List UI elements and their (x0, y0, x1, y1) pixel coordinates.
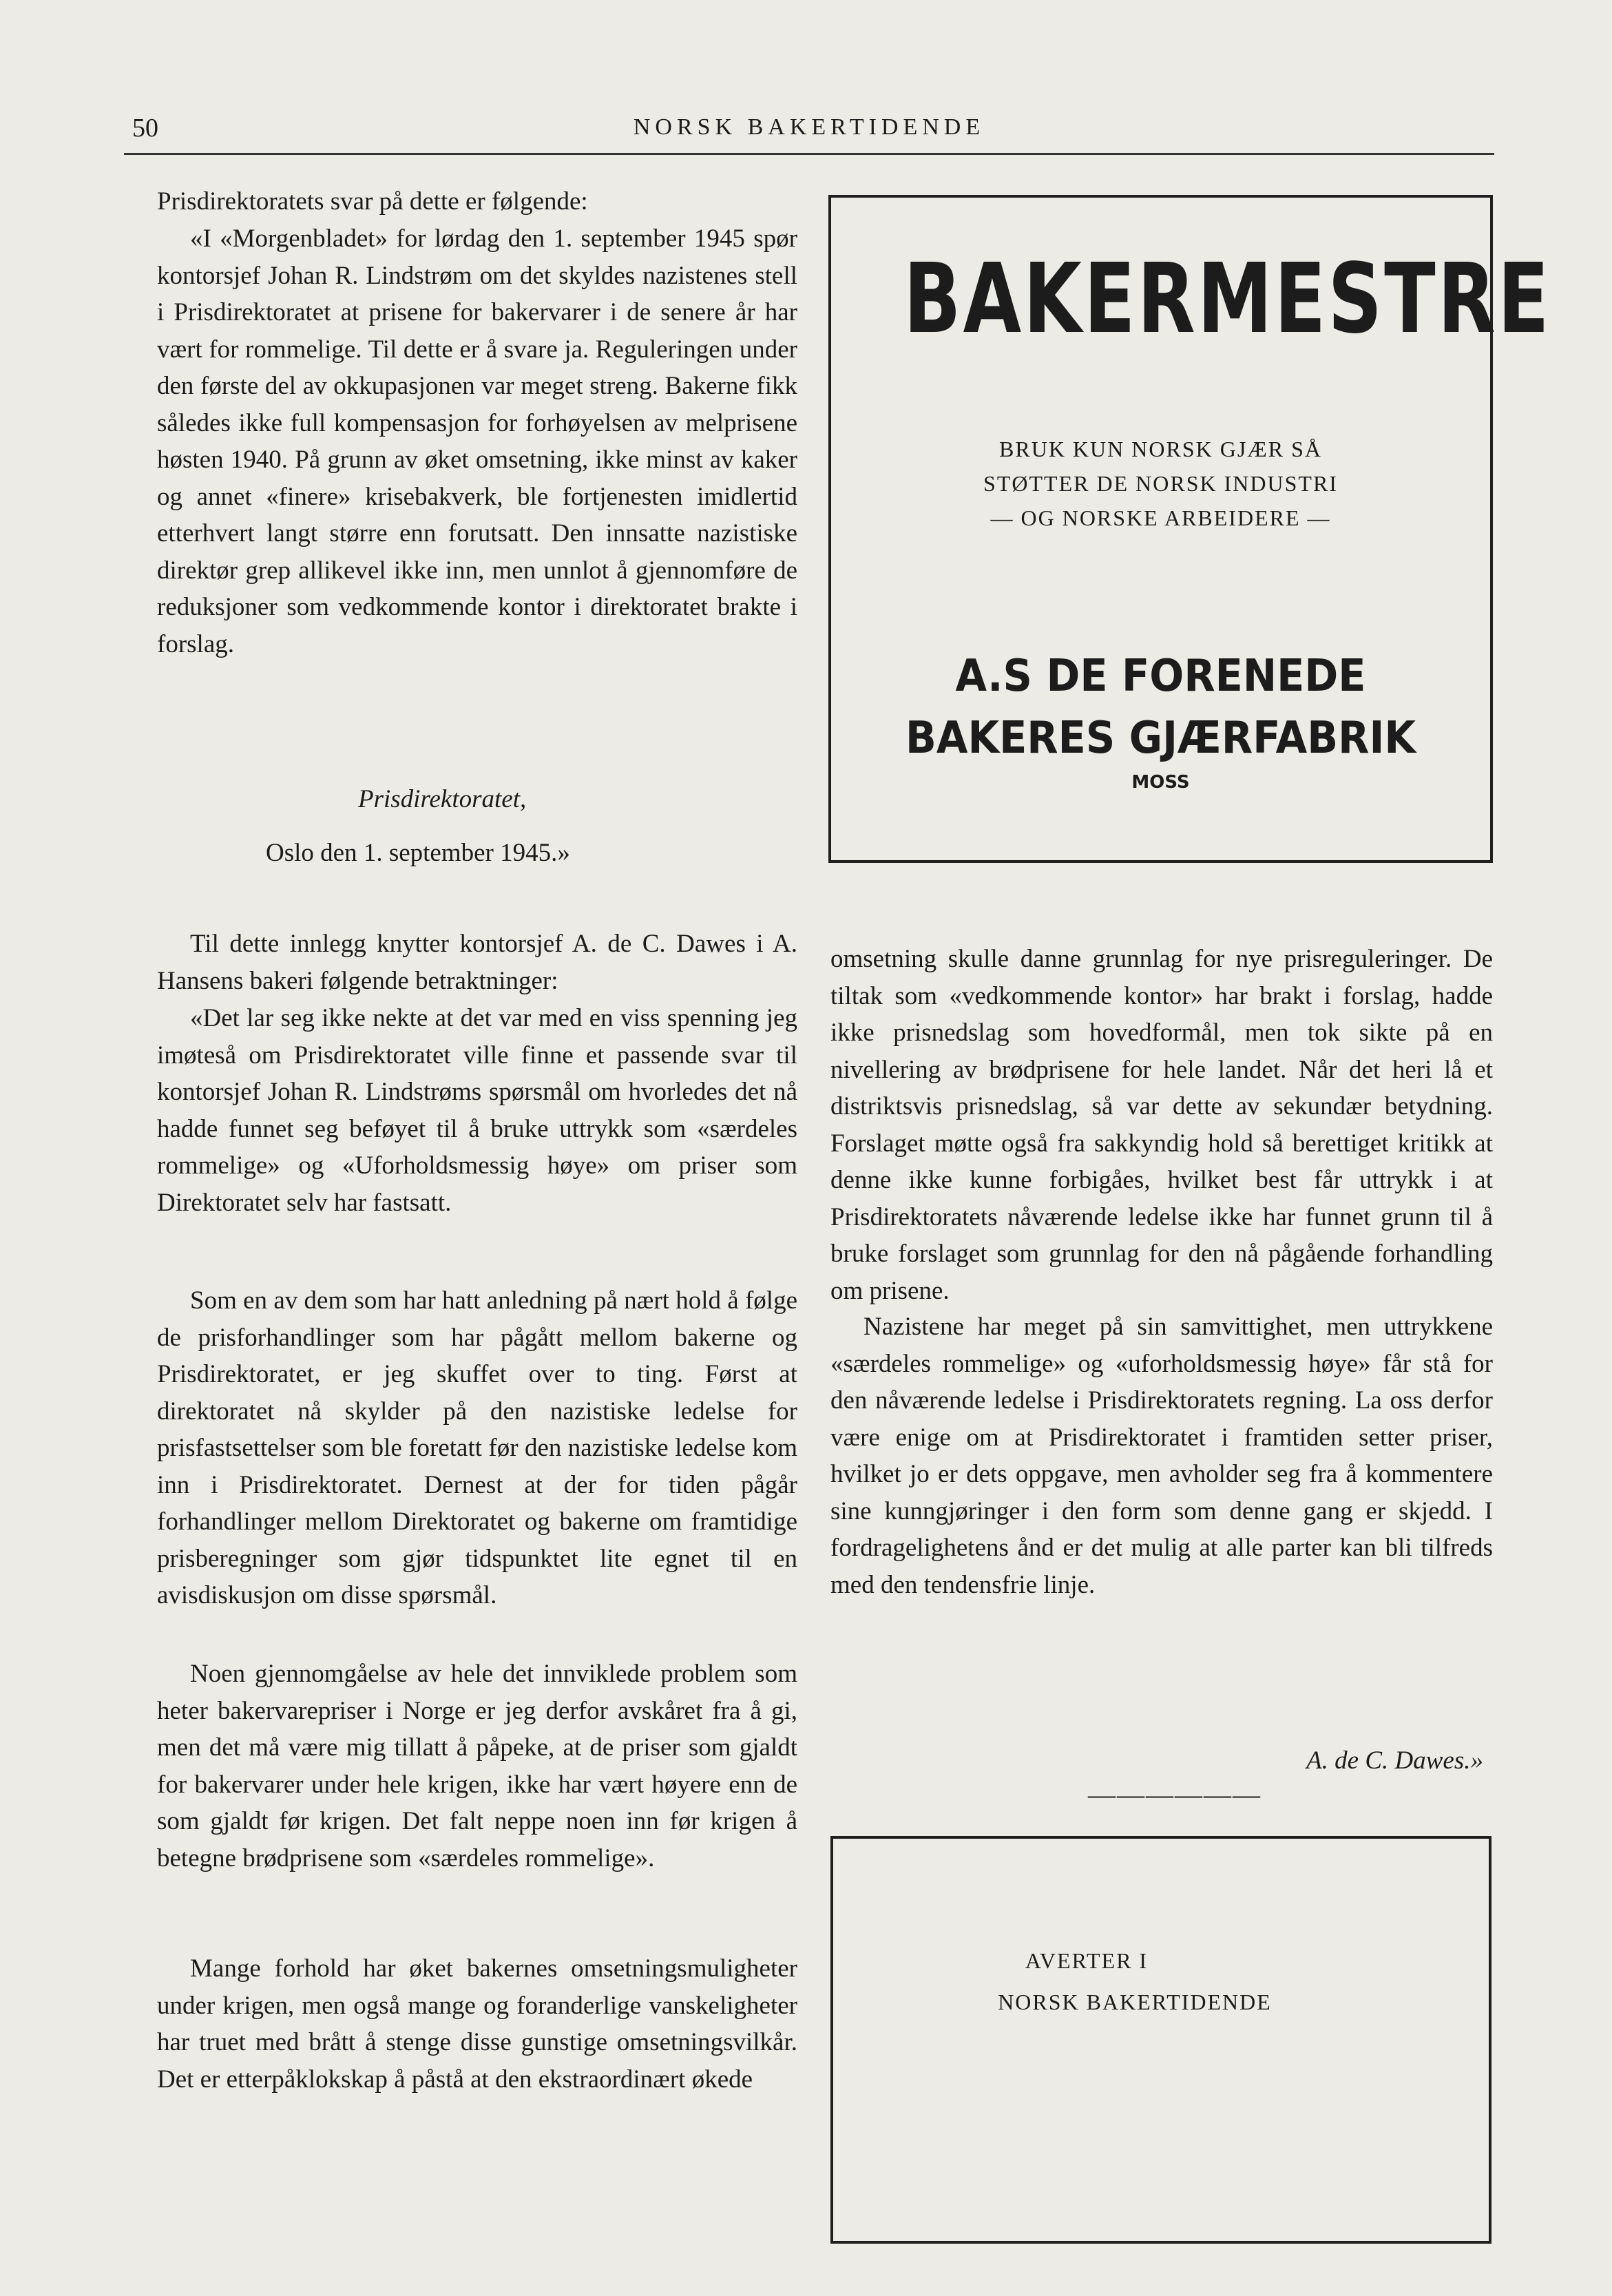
left-paragraph-4: Noen gjennomgåelse av hele det innviklede problem som heter bakervarepriser i Norge er jeg derfor avskåret fra å gi, men det må være mig tillatt å påpeke, at de priser som gjaldt for bakervarer under hele krigen, ikke har vært høyere enn de som gjaldt før krigen. Det falt neppe noen inn før krigen å betegne brødprisene som «særdeles rommelige». (157, 1660, 797, 1872)
letter-signature: Prisdirektoratet, (358, 785, 527, 813)
section-separator: —————— (1088, 1779, 1262, 1810)
ad-slogan-line-3: — OG NORSKE ARBEIDERE — (990, 505, 1331, 530)
left-paragraph-3: Som en av dem som har hatt anledning på nært hold å følge de prisforhandlinger som har pågått mellom bakerne og Prisdirektoratet, er jeg skuffet over to ting. Først at direktoratet nå skylder på den nazistiske ledelse for prisfastsettelser som ble foretatt før den nazistiske ledelse kom inn i Prisdirektoratet. Dernest at der for tiden pågår forhandlinger mellom Direktoratet og bakerne om framtidige prisberegninger som gjør tidspunktet lite egnet til en avisdiskusjon om disse spørsmål. (157, 1286, 797, 1609)
ad-slogan-line-2: STØTTER DE NORSK INDUSTRI (983, 471, 1338, 496)
left-paragraph-2: «Det lar seg ikke nekte at det var med en viss spenning jeg imøteså om Prisdirektoratet ville finne et passende svar til kontorsjef Johan R. Lindstrøms spørsmål om hvorledes det nå hadde funnet seg beføyet til å bruke uttrykk som «særdeles rommelige» og «Uforholdsmessig høye» om priser som Direktoratet selv har fastsatt. (157, 1004, 797, 1217)
right-paragraph-1: omsetning skulle danne grunnlag for nye prisreguleringer. De tiltak som «vedkommende kontor» har brakt i forslag, hadde ikke prisnedslag som hovedformål, men tok sikte på en nivellering av brødprisene for hele landet. Når det heri lå et distriktsvis prisnedslag, så var dette av sekundær betydning. Forslaget møtte også fra sakkyndig hold så berettiget kritikk at denne ikke kunne forbigåes, hvilket best får uttrykk i at Prisdirektoratets nåværende ledelse ikke har funnet grunn til å bruke forslaget som grunnlag for den nå pågående forhandling om prisene. (830, 945, 1493, 1305)
letter-place-date: Oslo den 1. september 1945.» (266, 839, 570, 867)
ad-company-line-1: A.S DE FORENEDE (955, 651, 1366, 702)
ad-company-line-2: BAKERES GJÆRFABRIK (905, 713, 1416, 764)
letter-intro: Prisdirektoratets svar på dette er følgende: (157, 187, 588, 216)
right-paragraph-2: Nazistene har meget på sin samvittighet, men uttrykkene «særdeles rommelige» og «uforholdsmessig høye» får stå for den nåværende ledelse i Prisdirektoratets regning. La oss derfor være enige om at Prisdirektoratet i framtiden setter priser, hvilket jo er dets oppgave, men avholder seg fra å kommentere sine kunngjøringer i den form som denne gang er skjedd. I fordragelighetens ånd er det mulig at alle parter kan bli tilfreds med den tendensfrie linje. (830, 1313, 1493, 1599)
ad-headline: BAKERMESTRE (903, 243, 1551, 355)
page-number: 50 (132, 114, 158, 143)
journal-title: NORSK BAKERTIDENDE (633, 114, 985, 140)
subscription-advertisement (830, 1836, 1491, 2244)
left-paragraph-5: Mange forhold har øket bakernes omsetningsmuligheter under krigen, men også mange og foranderlige vanskeligheter har truet med brått å stenge disse gunstige omsetningsvilkår. Det er etterpåklokskap å påstå at den ekstraordinært økede (157, 1954, 797, 2094)
ad-town: MOSS (1131, 772, 1190, 793)
left-paragraph-1: Til dette innlegg knytter kontorsjef A. de C. Dawes i A. Hansens bakeri følgende betraktninger: (157, 930, 797, 995)
header-rule (124, 153, 1494, 155)
right-signature: A. de C. Dawes.» (1306, 1746, 1483, 1775)
letter-body: «I «Morgenbladet» for lørdag den 1. september 1945 spør kontorsjef Johan R. Lindstrøm om det skyldes nazistenes stell i Prisdirektoratet at prisene for bakervarer i de senere år har vært for rommelige. Til dette er å svare ja. Reguleringen under den første del av okkupasjonen var meget streng. Bakerne fikk således ikke full kompensasjon for forhøyelsen av melprisene høsten 1940. På grunn av øket omsetning, ikke minst av kaker og annet «finere» krisebakverk, ble fortjenesten imidlertid etterhvert langt større enn forutsatt. Den innsatte nazistiske direktør grep allikevel ikke inn, men unnlot å gjennomføre de reduksjoner som vedkommende kontor i direktoratet brakte i forslag. (157, 225, 797, 658)
ad-averter: AVERTER I (1025, 1948, 1149, 1973)
page-header (124, 110, 1494, 152)
yeast-advertisement (828, 195, 1551, 863)
ad-journal-name: NORSK BAKERTIDENDE (998, 1990, 1272, 2014)
ad-slogan-line-1: BRUK KUN NORSK GJÆR SÅ (999, 437, 1322, 461)
